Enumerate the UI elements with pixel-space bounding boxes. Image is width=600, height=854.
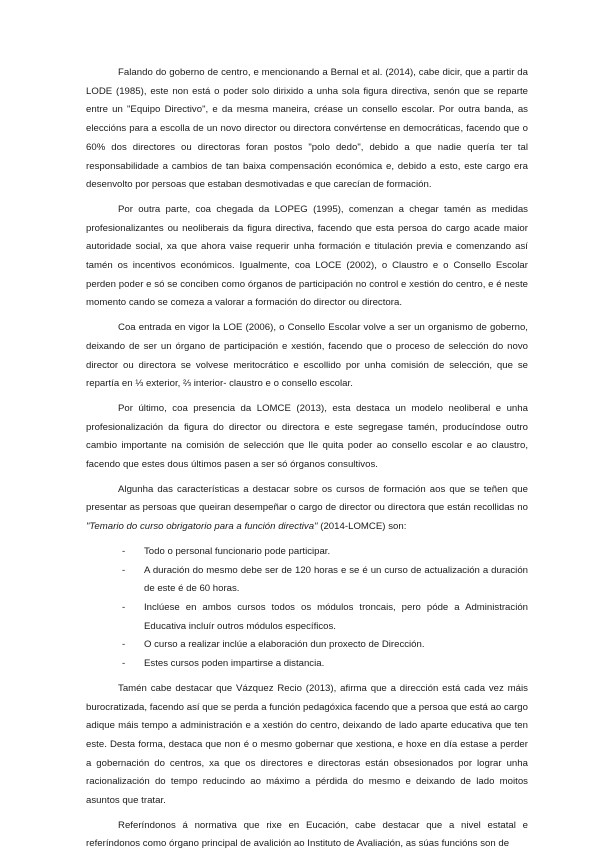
list-item xyxy=(122,655,528,674)
paragraph-lode: Falando do goberno de centro, e mencionando a Bernal et al. (2014), cabe dicir, que a partir da LODE (1985), este non está o poder solo dirixido a unha sola figura directiva, senón que se reparte entre un "Equipo Directivo", e da mesma maneira, créase un consello escolar. Por outra banda, as eleccións para a escolla de un novo director ou directora convértense en democráticas, facendo que o 60% dos directores ou directoras foran postos "polo dedo", debido a que nadie quería ter tal responsabilidade a cambios de tan baixa compensación económica e, debido a esto, este cargo era desenvolto por persoas que estaban desmotivadas e que carecían de formación. xyxy=(86,67,528,191)
list-item xyxy=(122,543,528,562)
bullet-dash: - xyxy=(122,545,126,557)
list-item-text: A duración do mesmo debe ser de 120 horas e se é un curso de actualización a duración de este é de 60 horas. xyxy=(144,564,528,595)
paragraph-training-courses xyxy=(86,481,528,537)
paragraph-loe: Coa entrada en vigor la LOE (2006), o Consello Escolar volve a ser un organismo de goberno, deixando de ser un órgano de participación e xestión, facendo que o proceso de selección do novo director ou directora se volvese meritocrático e escollido por unha comisión de selección, que se repartía en ⅓ exterior, ⅔ interior- claustro e o consello escolar. xyxy=(86,322,528,390)
paragraph-vazquez-recio: Tamén cabe destacar que Vázquez Recio (2013), afirma que a dirección está cada vez máis burocratizada, facendo así que se perda a función pedagóxica facendo que a persoa que está ao cargo adique máis tempo a administración e a xestión do centro, deixando de lado aparte educativa que ten este. Desta forma, destaca que non é o mesmo gobernar que xestiona, e hoxe en día estase a perder a gobernación do centros, xa que os directores e directoras están obsesionados por lograr unha racionalización do tempo reducindo ao máximo a pérdida do mesmo e deixando de lado moitos asuntos que tratar. xyxy=(86,682,529,807)
list-item xyxy=(122,562,528,599)
list-item xyxy=(122,599,528,636)
bullet-dash: - xyxy=(122,601,126,613)
course-title-italic: "Temario do curso obrigatorio para a función directiva" xyxy=(86,521,318,533)
list-item-text: Estes cursos poden impartirse a distancia. xyxy=(144,658,325,670)
paragraph-training-courses-text: Algunha das características a destacar sobre os cursos de formación aos que se teñen que presentar as persoas que queiran desempeñar o cargo de director ou directora que están recollidas no xyxy=(86,483,528,514)
course-features-list xyxy=(86,543,528,674)
list-item-text: O curso a realizar inclúe a elaboración dun proxecto de Dirección. xyxy=(144,639,425,651)
paragraph-lomce: Por último, coa presencia da LOMCE (2013), esta destaca un modelo neoliberal e unha profesionalización da figura do director ou directora e este segregase tamén, producíndose outro cambio importante na comisión de selección que lle quita poder ao consello escolar e ao claustro, facendo que estes dous últimos pasen a ser só órganos consultivos. xyxy=(86,402,528,471)
paragraph-lopeg: Por outra parte, coa chegada da LOPEG (1995), comenzan a chegar tamén as medidas profesionalizantes ou neoliberais da figura directiva, facendo que esta persoa do cargo acade maior autoridade social, xa que ahora vaise requerir unha formación e titulación previa e comenzando así tamén os incentivos económicos. Igualmente, coa LOCE (2002), o Claustro e o Consello Escolar perden poder e só se conciben como órganos de participación no control e xestión do centro, e é neste momento cando se comeza a valorar a formación do director ou directora. xyxy=(86,203,528,309)
bullet-dash: - xyxy=(122,564,126,576)
paragraph-training-courses-suffix: (2014-LOMCE) son: xyxy=(317,521,407,533)
list-item xyxy=(122,636,528,655)
bullet-dash: - xyxy=(122,658,126,670)
bullet-dash: - xyxy=(122,639,126,651)
list-item-text: Inclúese en ambos cursos todos os módulos troncais, pero póde a Administración Educativa incluír outros módulos específicos. xyxy=(144,601,528,632)
paragraph-normativa: Referíndonos á normativa que rixe en Eucación, cabe destacar que a nivel estatal e referíndonos como órgano principal de avalición ao Instituto de Avaliación, as súas funcións son de xyxy=(86,819,528,850)
list-item-text: Todo o personal funcionario pode participar. xyxy=(144,545,331,557)
